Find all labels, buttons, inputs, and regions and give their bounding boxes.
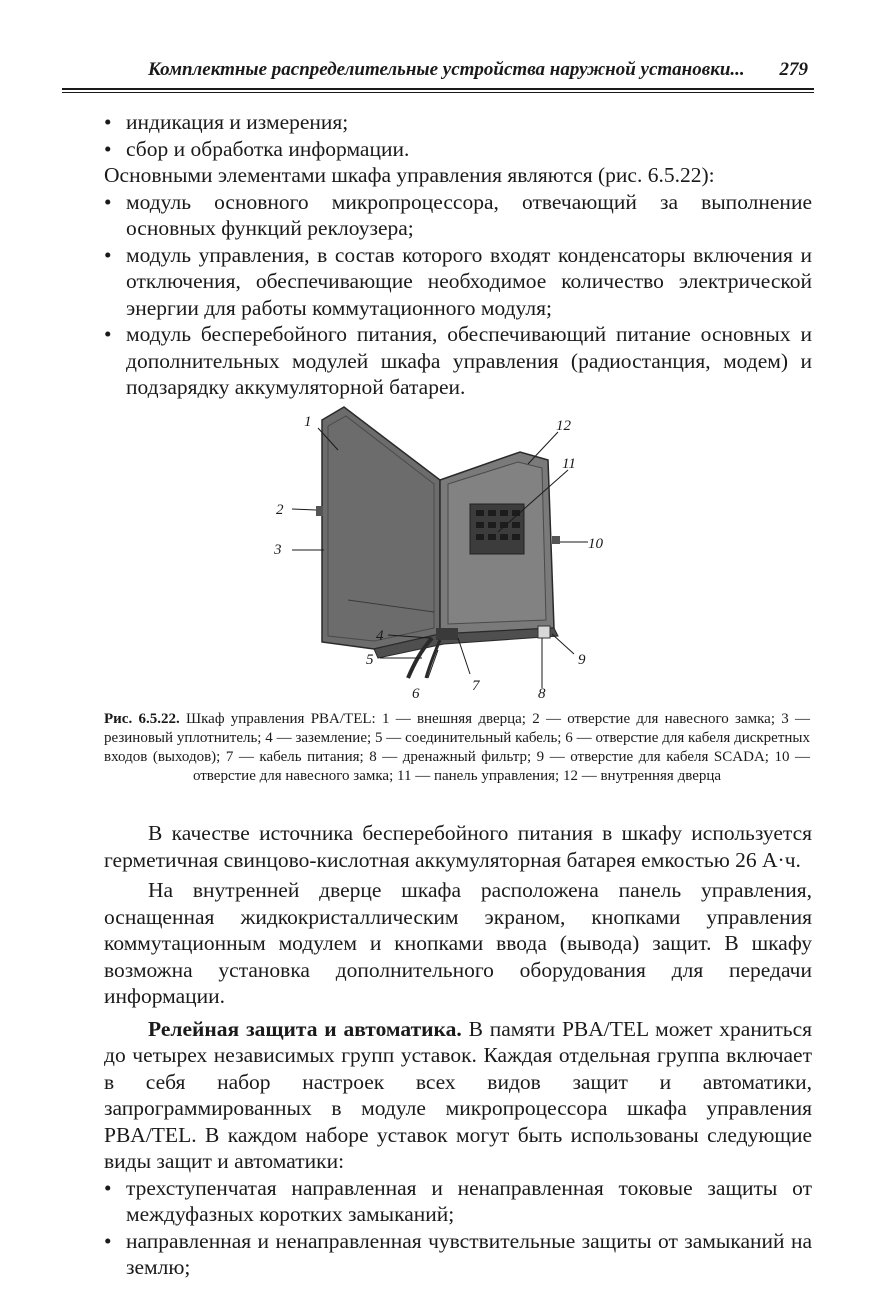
paragraph: В качестве источника бесперебойного питания в шкафу используется герметичная свинцово-кислотная аккумуляторная батарея емкостью 26 А·ч. [104, 821, 812, 872]
callout-10: 10 [588, 536, 603, 552]
callout-5: 5 [366, 652, 374, 668]
callout-4: 4 [376, 628, 384, 644]
callout-6: 6 [412, 686, 420, 702]
header-rule-thin [62, 92, 814, 93]
paragraph: На внутренней дверце шкафа расположена панель управления, оснащенная жидкокристаллическим экраном, кнопками управления коммутационным модулем и кнопками ввода (вывода) защит. В шкафу возможна установка дополнительного оборудования для передачи информации. [104, 878, 812, 1008]
running-header [62, 56, 814, 88]
callout-9: 9 [578, 652, 586, 668]
padlock-hole-outer [316, 506, 323, 516]
figure-caption-text: Шкаф управления PBA/TEL: 1 — внешняя дверца; 2 — отверстие для навесного замка; 3 — резиновый уплотнитель; 4 — заземление; 5 — соединительный кабель; 6 — отверстие для кабеля дискретных входов (выходов); 7 — кабель питания; 8 — дренажный фильтр; 9 — отверстие для кабеля SCADA; 10 — отверстие для навесного замка; 11 — панель управления; 12 — внутренняя дверца [104, 711, 810, 784]
callout-7: 7 [472, 678, 480, 694]
list-item: • модуль управления, в состав которого входят конденсаторы включения и отключения, обеспечивающие необходимое количество электрической энергии для работы коммутационного модуля; [104, 242, 812, 320]
relay-heading: Релейная защита и автоматика. [148, 1016, 462, 1041]
figure-caption [104, 710, 810, 786]
scada-cable-hole [538, 626, 550, 638]
power-cable-entry [436, 628, 458, 640]
list-item: • модуль основного микропроцессора, отвечающий за выполнение основных функций реклоузера; [104, 189, 812, 240]
figure-ref: Рис. 6.5.22. [104, 711, 180, 727]
list-item: • индикация и измерения; [104, 110, 349, 134]
top-text-block [104, 109, 812, 401]
relay-paragraph: Релейная защита и автоматика. В памяти PBA/TEL может храниться до четырех независимых групп уставок. Каждая отдельная группа включает в себя набор настроек всех видов защит и автоматики, запрограммированных в модуле микропроцессора шкафа управления PBA/TEL. В каждом наборе уставок могут быть использованы следующие виды защит и автоматики: [104, 1016, 812, 1173]
intro-paragraph: Основными элементами шкафа управления являются (рис. 6.5.22): [104, 163, 715, 187]
list-item: • модуль бесперебойного питания, обеспечивающий питание основных и дополнительных модулей шкафа управления (радиостанция, модем) и подзарядку аккумуляторной батареи. [104, 322, 812, 399]
list-item: • сбор и обработка информации. [104, 136, 410, 161]
callout-12: 12 [556, 418, 571, 434]
list-item: • направленная и ненаправленная чувствительные защиты от замыканий на землю; [104, 1228, 812, 1279]
callout-8: 8 [538, 686, 546, 702]
page-number: 279 [779, 59, 808, 80]
control-cabinet-figure [262, 402, 608, 702]
running-header-title: Комплектные распределительные устройства наружной установки... [148, 59, 745, 80]
bottom-text-block [104, 820, 812, 1281]
callout-11: 11 [562, 456, 576, 472]
callout-2: 2 [276, 502, 284, 518]
callout-3: 3 [274, 542, 282, 558]
callout-1: 1 [304, 414, 312, 430]
header-rule-thick [62, 88, 814, 90]
padlock-hole-right [552, 536, 560, 544]
list-item: • трехступенчатая направленная и ненаправленная токовые защиты от междуфазных коротких замыканий; [104, 1175, 812, 1226]
